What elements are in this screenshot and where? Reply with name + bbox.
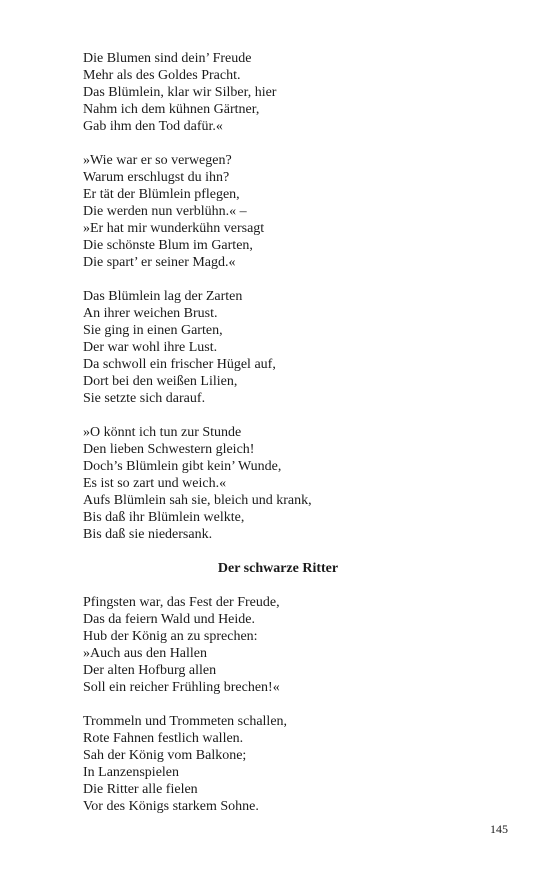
verse-line: Sie setzte sich darauf.	[83, 391, 206, 406]
verse-line: Die schönste Blum im Garten,	[83, 238, 253, 253]
verse-line: Bis daß sie niedersank.	[83, 527, 213, 542]
verse-line: Die spart’ er seiner Magd.«	[83, 255, 236, 270]
stanza	[83, 288, 483, 407]
verse-line: Den lieben Schwestern gleich!	[83, 442, 255, 457]
verse-line: »Er hat mir wunderkühn versagt	[83, 221, 265, 236]
stanza	[83, 50, 483, 135]
verse-line: Mehr als des Goldes Pracht.	[83, 68, 241, 83]
verse-line: Das Blümlein lag der Zarten	[83, 289, 243, 304]
verse-line: Er tät der Blümlein pflegen,	[83, 187, 240, 202]
verse-line: Die Ritter alle fielen	[83, 782, 198, 797]
verse-line: Vor des Königs starkem Sohne.	[83, 799, 259, 814]
poem-after	[83, 594, 483, 815]
verse-line: Das Blümlein, klar wir Silber, hier	[83, 85, 277, 100]
verse-line: Aufs Blümlein sah sie, bleich und krank,	[83, 493, 312, 508]
stanza	[83, 594, 483, 696]
verse-line: Rote Fahnen festlich wallen.	[83, 731, 244, 746]
poem-before	[83, 50, 483, 543]
verse-line: Sah der König vom Balkone;	[83, 748, 247, 763]
verse-line: Die werden nun verblühn.« –	[83, 204, 247, 219]
verse-line: Es ist so zart und weich.«	[83, 476, 227, 491]
verse-line: Nahm ich dem kühnen Gärtner,	[83, 102, 260, 117]
verse-line: Die Blumen sind dein’ Freude	[83, 51, 252, 66]
page-text	[83, 50, 483, 815]
stanza	[83, 152, 483, 271]
verse-line: Trommeln und Trommeten schallen,	[83, 714, 288, 729]
stanza	[83, 713, 483, 815]
verse-line: Hub der König an zu sprechen:	[83, 629, 258, 644]
stanza	[83, 424, 483, 543]
verse-line: Dort bei den weißen Lilien,	[83, 374, 238, 389]
verse-line: Bis daß ihr Blümlein welkte,	[83, 510, 245, 525]
verse-line: Der war wohl ihre Lust.	[83, 340, 218, 355]
verse-line: »Wie war er so verwegen?	[83, 153, 232, 168]
verse-line: Warum erschlugst du ihn?	[83, 170, 230, 185]
poem-title: Der schwarze Ritter	[217, 561, 339, 576]
verse-line: Doch’s Blümlein gibt kein’ Wunde,	[83, 459, 282, 474]
verse-line: »O könnt ich tun zur Stunde	[83, 425, 242, 440]
verse-line: An ihrer weichen Brust.	[83, 306, 218, 321]
verse-line: Sie ging in einen Garten,	[83, 323, 223, 338]
verse-line: Da schwoll ein frischer Hügel auf,	[83, 357, 276, 372]
verse-line: Das da feiern Wald und Heide.	[83, 612, 255, 627]
page-number: 145	[490, 822, 508, 836]
verse-line: Pfingsten war, das Fest der Freude,	[83, 595, 280, 610]
verse-line: Gab ihm den Tod dafür.«	[83, 119, 223, 134]
verse-line: In Lanzenspielen	[83, 765, 180, 780]
verse-line: »Auch aus den Hallen	[83, 646, 208, 661]
verse-line: Der alten Hofburg allen	[83, 663, 217, 678]
verse-line: Soll ein reicher Frühling brechen!«	[83, 680, 280, 695]
